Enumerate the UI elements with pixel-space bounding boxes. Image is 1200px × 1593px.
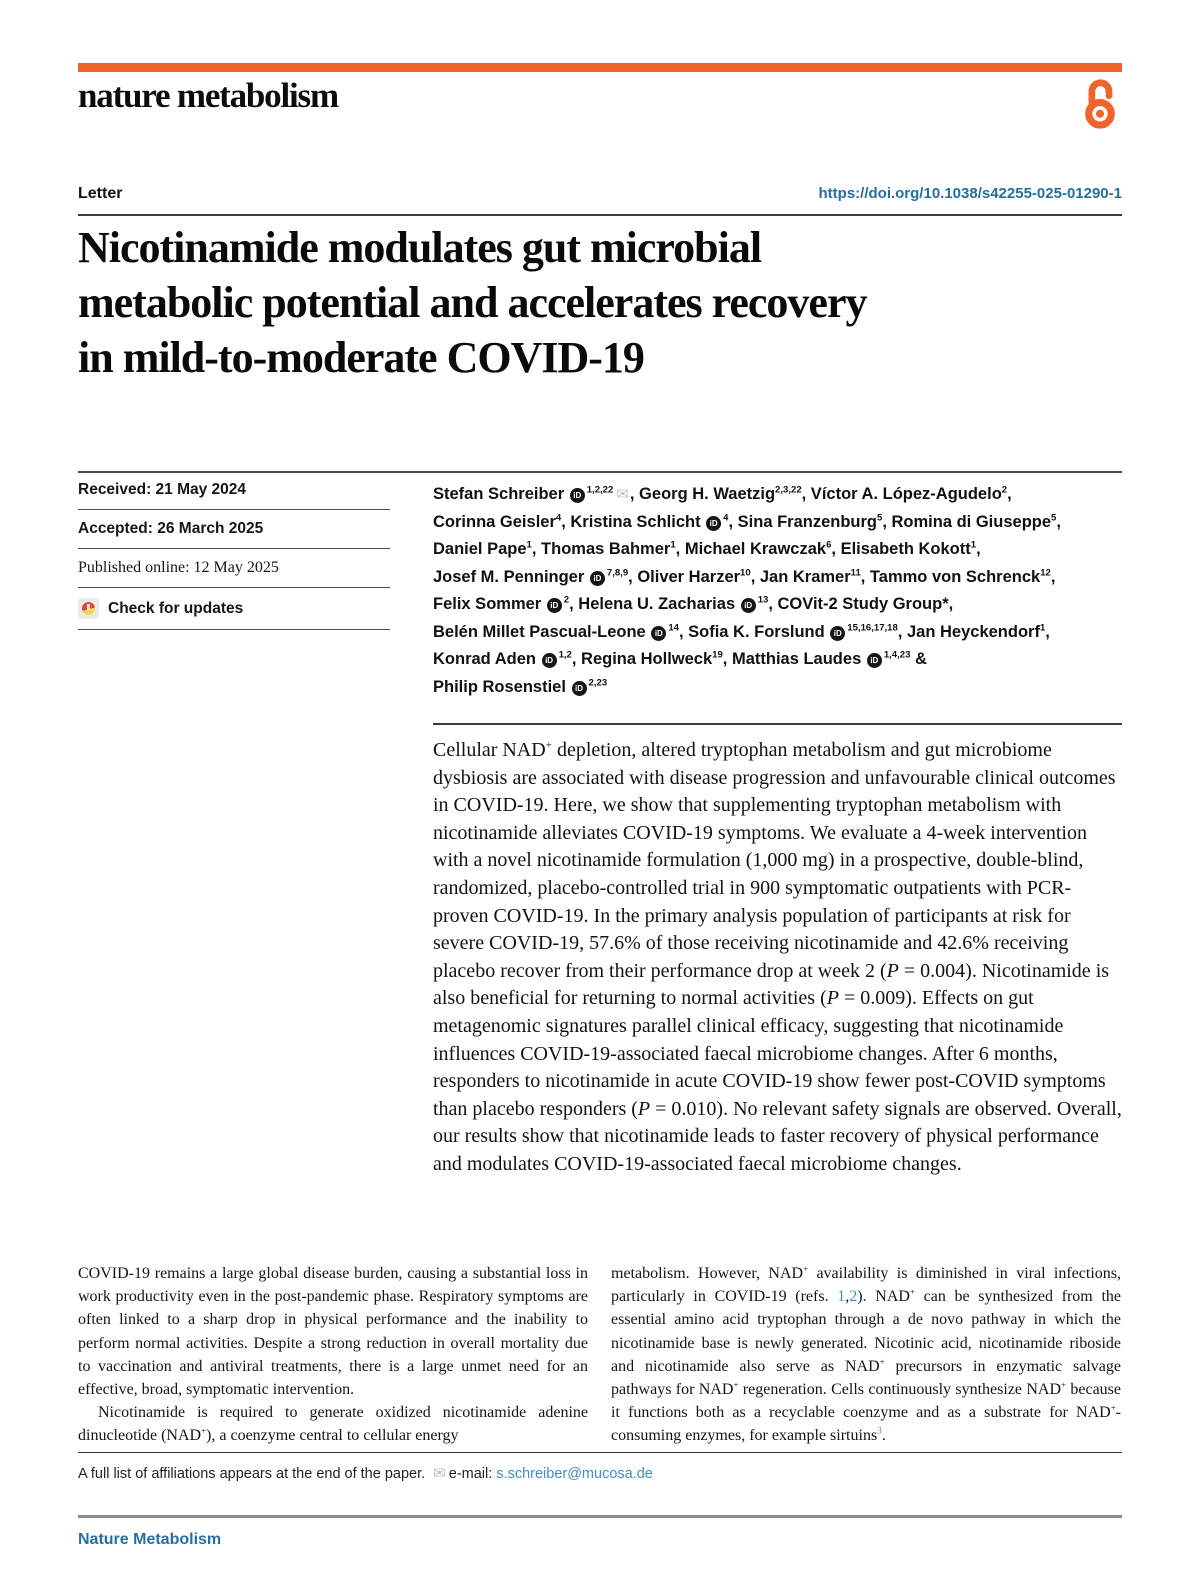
body-column-right xyxy=(611,1262,1121,1448)
text-segment: Nicotinamide is required to generate oxidized nicotinamide adenine dinucleotide (NAD xyxy=(78,1404,588,1445)
text-segment: , Jan Heyckendorf xyxy=(897,622,1040,641)
text-segment: 1 xyxy=(1039,622,1046,633)
author-line xyxy=(433,564,1122,592)
author-line xyxy=(433,509,1122,537)
body-text xyxy=(78,1262,1122,1448)
text-segment: 15,16,17,18 xyxy=(847,622,898,633)
text-segment: Felix Sommer xyxy=(433,595,546,613)
received-date: Received: 21 May 2024 xyxy=(78,471,390,510)
title-line-2: metabolic potential and accelerates recovery xyxy=(78,278,867,327)
text-segment: precursors in enzymatic salvage pathways for NAD xyxy=(611,1357,1121,1399)
text-segment: P xyxy=(826,987,839,1010)
check-for-updates-label: Check for updates xyxy=(108,599,244,617)
text-segment: 4 xyxy=(555,512,562,523)
text-segment: , Kristina Schlicht xyxy=(561,512,706,531)
reference-link[interactable]: 2 xyxy=(849,1288,858,1306)
text-segment: 12 xyxy=(1040,567,1051,578)
page-title xyxy=(78,220,1122,385)
text-segment: Josef M. Penninger xyxy=(433,567,589,586)
text-segment: availability is diminished in viral infections, particularly in COVID-19 (refs. xyxy=(611,1265,1121,1306)
text-segment: , Víctor A. López-Agudelo xyxy=(801,485,1002,503)
dates-sidebar xyxy=(78,471,390,630)
email-label: e-mail: xyxy=(448,1466,493,1482)
text-segment: -consuming enzymes, for example sirtuins xyxy=(611,1404,1121,1445)
text-segment: 5 xyxy=(1051,512,1057,523)
orcid-icon[interactable]: iD xyxy=(741,598,756,613)
text-segment: Philip Rosenstiel xyxy=(433,677,571,696)
text-segment: = 0.009). Effects on gut metagenomic signatures parallel clinical efficacy, suggesting that nicotinamide influences COVID-19-associated faecal microbiome changes. After 6 months, responders to nicotinamide in acute COVID-19 show fewer post-COVID symptoms than placebo responders ( xyxy=(433,987,1106,1120)
text-segment: Daniel Pape xyxy=(433,540,527,558)
reference-link[interactable]: 1 xyxy=(837,1288,846,1306)
email-icon: ✉ xyxy=(433,1465,446,1482)
title-line-3: in mild-to-moderate COVID-19 xyxy=(78,333,644,382)
author-line xyxy=(433,591,1122,619)
text-segment: , xyxy=(976,540,981,558)
article-type-row xyxy=(78,185,1122,203)
text-segment: , Oliver Harzer xyxy=(628,567,741,586)
affiliation-text: A full list of affiliations appears at the end of the paper. xyxy=(78,1466,426,1482)
text-segment: + xyxy=(733,1379,739,1390)
text-segment: depletion, altered tryptophan metabolism and gut microbiome dysbiosis are associated with disease progression and unfavourable clinical outcomes in COVID-19. Here, we show that supplementing tryptophan metabolism with nicotinamide alleviates COVID-19 symptoms. We evaluate a 4-week intervention with a novel nicotinamide formulation (1,000 mg) in a prospective, double-blind, randomized, placebo-controlled trial in 900 symptomatic outpatients with PCR-proven COVID-19. In the primary analysis population of participants at risk for severe COVID-19, 57.6% of those receiving nicotinamide and 42.6% receiving placebo recover from their performance drop at week 2 ( xyxy=(433,739,1116,982)
text-segment: + xyxy=(545,739,552,752)
text-segment: Corinna Geisler xyxy=(433,512,556,531)
text-segment: ), a coenzyme central to cellular energy xyxy=(206,1427,459,1445)
text-segment: 2,23 xyxy=(588,677,608,688)
text-segment: 1,2,22 xyxy=(586,484,614,496)
text-segment: , Elisabeth Kokott xyxy=(831,540,971,558)
text-segment: + xyxy=(1061,1379,1067,1390)
text-segment: ). NAD xyxy=(857,1288,910,1306)
text-segment: , Sina Franzenburg xyxy=(728,512,878,531)
text-segment: , xyxy=(1056,512,1061,531)
text-segment: = 0.004). Nicotinamide is also beneficial for returning to normal activities ( xyxy=(433,959,1110,1010)
orcid-icon[interactable]: iD xyxy=(590,571,605,586)
orcid-icon[interactable]: iD xyxy=(706,516,721,531)
text-segment: 2 xyxy=(563,594,570,606)
affiliation-divider xyxy=(78,1452,1122,1453)
text-segment: , Jan Kramer xyxy=(750,567,851,586)
text-segment: 1 xyxy=(526,539,532,551)
abstract xyxy=(433,723,1122,1179)
affiliation-note xyxy=(78,1464,1122,1482)
text-segment: , Michael Krawczak xyxy=(675,540,827,558)
header-divider xyxy=(78,214,1122,216)
orcid-icon[interactable]: iD xyxy=(651,626,666,641)
corresponding-email-link[interactable]: s.schreiber@mucosa.de xyxy=(496,1466,653,1482)
text-segment: 4 xyxy=(723,512,729,523)
title-line-1: Nicotinamide modulates gut microbial xyxy=(78,223,762,272)
text-segment: + xyxy=(879,1356,885,1367)
text-segment: 5 xyxy=(877,512,883,523)
text-segment: , Sofia K. Forslund xyxy=(678,622,830,641)
text-segment: + xyxy=(909,1286,915,1297)
text-segment: & xyxy=(910,650,927,668)
text-segment: + xyxy=(1110,1402,1116,1413)
orcid-icon[interactable]: iD xyxy=(542,653,557,668)
text-segment: . xyxy=(881,1427,886,1445)
text-segment: 10 xyxy=(740,567,751,578)
text-segment: , Thomas Bahmer xyxy=(531,540,671,558)
text-segment: , Matthias Laudes xyxy=(722,650,866,668)
text-segment: regeneration. Cells continuously synthesize NAD xyxy=(738,1381,1062,1399)
text-segment: , xyxy=(845,1288,850,1306)
text-segment: , xyxy=(1045,622,1050,641)
text-segment: 1,2 xyxy=(558,649,572,661)
orcid-icon[interactable]: iD xyxy=(572,681,587,696)
text-segment: because it functions both as a recyclable coenzyme and as a substrate for NAD xyxy=(611,1381,1122,1422)
doi-link[interactable]: https://doi.org/10.1038/s42255-025-01290-1 xyxy=(818,185,1122,202)
body-column-left xyxy=(78,1262,588,1448)
text-segment: metabolism. However, NAD xyxy=(611,1265,804,1282)
text-segment: = 0.010). No relevant safety signals are observed. Overall, our results show that nicotinamide leads to faster recovery of physical performance and modulates COVID-19-associated faecal microbiome changes. xyxy=(433,1097,1122,1175)
text-segment: , Tammo von Schrenck xyxy=(860,567,1041,586)
published-date: Published online: 12 May 2025 xyxy=(78,549,390,588)
text-segment: can be synthesized from the essential amino acid tryptophan through a de novo pathway in which the nicotinamide base is newly generated. Nicotinic acid, nicotinamide riboside and nicotinamide also serve as NAD xyxy=(611,1288,1121,1375)
text-segment: Stefan Schreiber xyxy=(433,485,569,503)
open-access-icon xyxy=(1080,76,1120,130)
text-segment: 6 xyxy=(826,539,832,551)
text-segment: 1 xyxy=(970,539,977,551)
text-segment: P xyxy=(637,1097,651,1120)
text-segment: , xyxy=(1007,485,1012,503)
orcid-icon[interactable]: iD xyxy=(570,488,585,503)
author-line xyxy=(433,674,1122,702)
orcid-icon[interactable]: iD xyxy=(830,626,845,641)
check-for-updates-button[interactable] xyxy=(78,588,390,630)
author-line xyxy=(433,619,1122,647)
text-segment: Cellular NAD xyxy=(433,739,546,761)
text-segment: + xyxy=(803,1263,809,1274)
body-paragraph-1: COVID-19 remains a large global disease burden, causing a substantial loss in work productivity even in the post-pandemic phase. Respiratory symptoms are often linked to a sharp drop in physical performance and the inability to perform normal activities. Despite a strong reduction in overall mortality due to vaccination and antiviral treatments, there is a large unmet need for an effective, broad, symptomatic intervention. xyxy=(78,1265,588,1399)
author-list xyxy=(433,471,1122,701)
body-paragraph-2-continued xyxy=(611,1262,1121,1448)
text-segment: 2 xyxy=(1001,484,1008,496)
text-segment: , Helena U. Zacharias xyxy=(569,595,740,613)
text-segment: 7,8,9 xyxy=(606,567,629,578)
text-segment: Belén Millet Pascual-Leone xyxy=(433,622,651,641)
journal-logo: nature metabolism xyxy=(78,76,338,115)
text-segment: 2,3,22 xyxy=(775,484,802,496)
body-paragraph-2-start xyxy=(78,1401,588,1447)
text-segment: , Regina Hollweck xyxy=(571,650,713,668)
text-segment: 1,4,23 xyxy=(883,649,911,661)
author-line xyxy=(433,646,1122,674)
text-segment: 1 xyxy=(670,539,676,551)
text-segment: 13 xyxy=(757,594,769,606)
text-segment: , xyxy=(1050,567,1056,586)
journal-footer-name[interactable]: Nature Metabolism xyxy=(78,1531,222,1548)
text-segment: Konrad Aden xyxy=(433,650,541,668)
text-segment: , Georg H. Waetzig xyxy=(629,485,776,503)
text-segment: + xyxy=(201,1426,207,1437)
text-segment: , COVit-2 Study Group*, xyxy=(768,595,954,613)
orcid-icon[interactable]: iD xyxy=(867,653,882,668)
article-page xyxy=(78,0,1122,1593)
article-type-label: Letter xyxy=(78,185,123,202)
accepted-date: Accepted: 26 March 2025 xyxy=(78,510,390,549)
masthead-accent-bar xyxy=(78,63,1122,72)
text-segment: 11 xyxy=(850,567,861,578)
text-segment: 19 xyxy=(712,649,723,661)
email-icon: ✉ xyxy=(616,486,629,503)
text-segment: P xyxy=(886,959,899,982)
crossmark-icon xyxy=(78,598,99,619)
orcid-icon[interactable]: iD xyxy=(547,598,562,613)
text-segment: 14 xyxy=(668,622,679,633)
author-line xyxy=(433,481,1122,509)
footer-divider xyxy=(78,1515,1122,1518)
author-line xyxy=(433,536,1122,564)
text-segment: , Romina di Giuseppe xyxy=(882,512,1052,531)
reference-link[interactable]: 3 xyxy=(877,1427,882,1438)
